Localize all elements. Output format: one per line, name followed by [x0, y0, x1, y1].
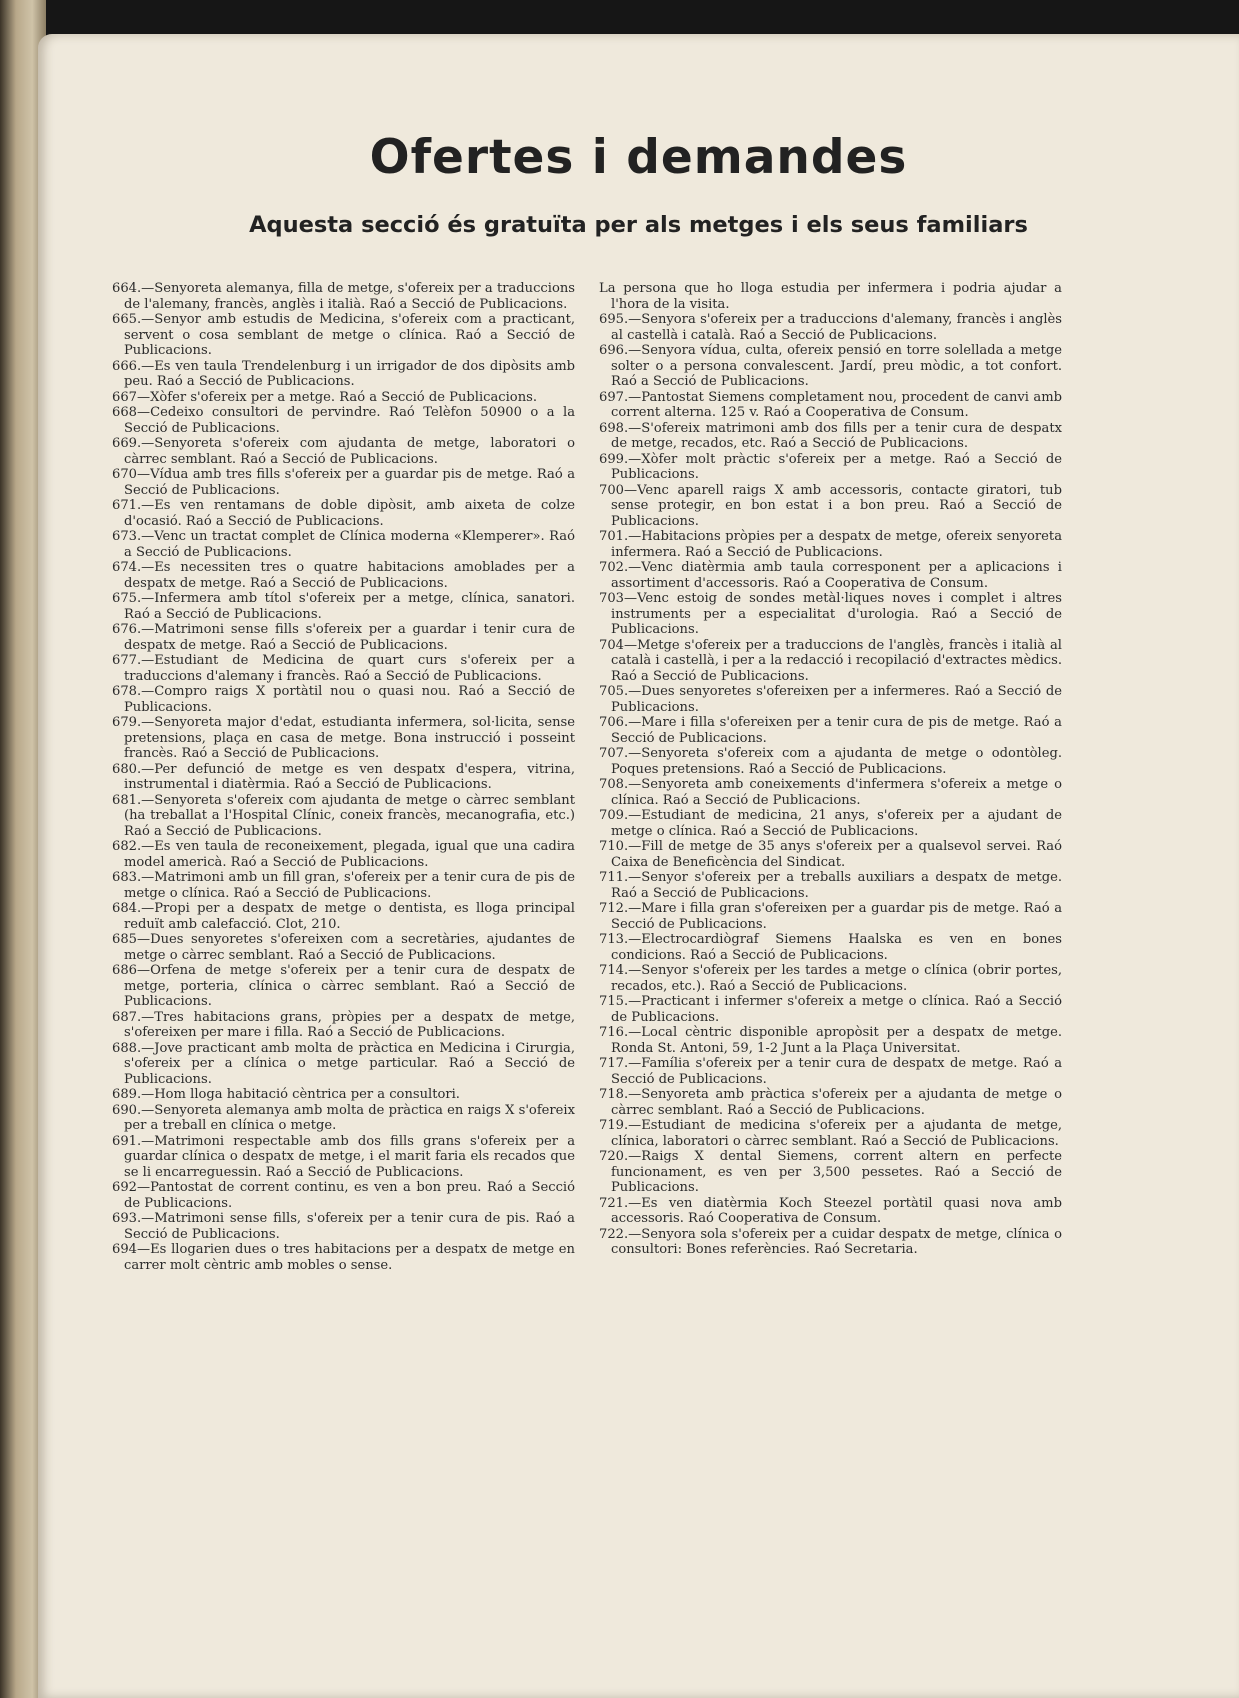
ad-text: —Senyoreta amb pràctica s'ofereix per a ajudanta de metge o càrrec semblant. Raó a Secció de Publicacions. [611, 1087, 1062, 1118]
ad-text: —Estudiant de medicina s'ofereix per a ajudanta de metge, clínica, laboratori o càrrec semblant. Raó a Secció de Publicacions. [611, 1118, 1062, 1149]
page-subtitle: Aquesta secció és gratuïta per als metges i els seus familiars [249, 212, 1028, 238]
ad-number: 722. [599, 1226, 629, 1242]
classified-ad [599, 963, 1062, 994]
ad-number: 671. [112, 498, 142, 513]
ad-text: —Matrimoni sense fills s'ofereix per a guardar i tenir cura de despatx de metge. Raó a Secció de Publicacions. [124, 622, 575, 653]
ad-text: —Senyor s'ofereix per a treballs auxiliars a despatx de metge. Raó a Secció de Publicacions. [611, 870, 1062, 901]
ad-number: 694 [112, 1242, 137, 1257]
classified-ad [112, 312, 575, 359]
classified-ad [112, 762, 575, 793]
classified-ad [599, 839, 1062, 870]
ad-number: 691. [112, 1133, 142, 1149]
ad-number: 665. [112, 312, 142, 327]
ad-text: —Senyoreta alemanya amb molta de pràctica en raigs X s'ofereix per a treball en clínica o metge. [124, 1102, 575, 1133]
classified-ad [112, 467, 575, 498]
ad-text: —Fill de metge de 35 anys s'ofereix per a qualsevol servei. Raó Caixa de Beneficència del Sindicat. [611, 839, 1062, 870]
ad-text: —Habitacions pròpies per a despatx de metge, ofereix senyoreta infermera. Raó a Secció de Publicacions. [611, 529, 1062, 560]
ad-number: 695. [599, 312, 629, 327]
ad-text: —Venc estoig de sondes metàl·liques noves i complet i altres instruments per a especialitat d'urologia. Raó a Secció de Publicacions. [611, 591, 1062, 637]
ad-number: 711. [599, 870, 629, 885]
classified-ad [112, 1211, 575, 1242]
classified-ad [599, 281, 1062, 312]
classified-ad [599, 1025, 1062, 1056]
ad-text: —Orfena de metge s'ofereix per a tenir cura de despatx de metge, porteria, clínica o càrrec semblant. Raó a Secció de Publicacions. [124, 963, 575, 1009]
ad-text: —Matrimoni respectable amb dos fills grans s'ofereix per a guardar clínica o despatx de metge, i el marit faria els recados que se li encarreguessin. Raó a Secció de Publicacions. [124, 1133, 575, 1180]
ad-number: 707. [599, 746, 629, 761]
classified-ad [112, 684, 575, 715]
ad-text: —Es ven taula de reconeixement, plegada, igual que una cadira model americà. Raó a Secció de Publicacions. [124, 839, 575, 870]
document-page [38, 34, 1239, 1698]
ad-text: —Jove practicant amb molta de pràctica en Medicina i Cirurgia, s'ofereix per a clínica o metge particular. Raó a Secció de Publicacions. [124, 1040, 575, 1087]
ad-text: —Venc aparell raigs X amb accessoris, contacte giratori, tub sense protegir, en bon estat i a bon preu. Raó a Secció de Publicacions. [611, 482, 1062, 529]
page-title: Ofertes i demandes [369, 130, 908, 185]
ad-number: 701. [599, 529, 629, 544]
ad-number: 678. [112, 684, 142, 699]
ad-number: 710. [599, 839, 629, 854]
classified-ad [112, 839, 575, 870]
ad-number: 670 [112, 467, 137, 482]
classified-ad [112, 1041, 575, 1088]
ad-number: 708. [599, 777, 629, 792]
ads-column-left [112, 281, 575, 1273]
ad-number: 703 [599, 591, 624, 606]
classified-ad [599, 452, 1062, 483]
classified-ad [599, 560, 1062, 591]
ad-text: La persona que ho lloga estudia per infermera i podria ajudar a l'hora de la visita. [599, 281, 1062, 312]
classified-ad [112, 1242, 575, 1273]
ad-text: —Es necessiten tres o quatre habitacions amoblades per a despatx de metge. Raó a Secció de Publicacions. [124, 560, 575, 591]
ad-number: 714. [599, 963, 629, 978]
classified-ad [599, 746, 1062, 777]
ad-number: 685 [112, 932, 137, 947]
ad-text: —Compro raigs X portàtil nou o quasi nou. Raó a Secció de Publicacions. [124, 684, 575, 715]
ad-text: —Venc diatèrmia amb taula corresponent per a aplicacions i assortiment d'accessoris. Raó a Cooperativa de Consum. [611, 560, 1062, 591]
ad-number: 677. [112, 653, 142, 668]
classified-ad [112, 932, 575, 963]
classified-ad [599, 1118, 1062, 1149]
ad-text: —Dues senyoretes s'ofereixen per a infermeres. Raó a Secció de Publicacions. [611, 684, 1062, 715]
ad-number: 684. [112, 901, 142, 916]
ad-text: —Es ven diatèrmia Koch Steezel portàtil quasi nova amb accessoris. Raó Cooperativa de Consum. [611, 1195, 1062, 1226]
ad-number: 721. [599, 1195, 629, 1211]
ad-number: 680. [112, 761, 142, 777]
ad-text: —Mare i filla s'ofereixen per a tenir cura de pis de metge. Raó a Secció de Publicacions. [611, 715, 1062, 746]
ad-text: —Propi per a despatx de metge o dentista, es lloga principal reduït amb calefacció. Clot, 210. [124, 901, 575, 932]
classified-ad [112, 1010, 575, 1041]
classified-ad [112, 359, 575, 390]
classified-ad [599, 421, 1062, 452]
ad-text: —Pantostat de corrent continu, es ven a bon preu. Raó a Secció de Publicacions. [124, 1180, 575, 1211]
classified-ad [112, 498, 575, 529]
ad-number: 702. [599, 560, 629, 575]
ad-text: —Es ven rentamans de doble dipòsit, amb aixeta de colze d'ocasió. Raó a Secció de Publicacions. [124, 498, 575, 529]
ad-text: —Senyora sola s'ofereix per a cuidar despatx de metge, clínica o consultori: Bones referències. Raó Secretaria. [611, 1226, 1062, 1257]
ad-number: 682. [112, 839, 142, 854]
ad-number: 699. [599, 451, 629, 467]
classified-ad [112, 653, 575, 684]
ad-text: —Metge s'ofereix per a traduccions de l'anglès, francès i italià al català i castellà, i per a la redacció i recopilació d'extractes mèdics. Raó a Secció de Publicacions. [611, 637, 1062, 684]
ad-number: 687. [112, 1009, 142, 1025]
classified-ad [599, 684, 1062, 715]
ad-text: —Senyor s'ofereix per les tardes a metge o clínica (obrir portes, recados, etc.). Raó a Secció de Publicacions. [611, 963, 1062, 994]
ad-text: —Senyoreta s'ofereix com ajudanta de metge, laboratori o càrrec semblant. Raó a Secció de Publicacions. [124, 436, 575, 467]
classified-ad [599, 312, 1062, 343]
ad-number: 713. [599, 932, 629, 947]
ad-number: 709. [599, 808, 629, 823]
ad-number: 715. [599, 994, 629, 1009]
ad-text: —Mare i filla gran s'ofereixen per a guardar pis de metge. Raó a Secció de Publicacions. [611, 901, 1062, 932]
classified-ad [599, 529, 1062, 560]
ad-text: —Família s'ofereix per a tenir cura de despatx de metge. Raó a Secció de Publicacions. [611, 1056, 1062, 1087]
classified-ad [112, 1103, 575, 1134]
classified-ad [599, 591, 1062, 638]
classified-ad [112, 281, 575, 312]
classified-ad [599, 343, 1062, 390]
ad-number: 717. [599, 1056, 629, 1071]
ad-number: 673. [112, 529, 142, 544]
classified-ad [599, 994, 1062, 1025]
ad-number: 692 [112, 1180, 137, 1195]
classified-ad [112, 622, 575, 653]
ad-text: —Electrocardiògraf Siemens Haalska es ven en bones condicions. Raó a Secció de Publicacions. [611, 932, 1062, 963]
ad-number: 697. [599, 389, 629, 405]
ad-text: —Tres habitacions grans, pròpies per a despatx de metge, s'ofereixen per mare i filla. Raó a Secció de Publicacions. [124, 1009, 575, 1040]
classified-ad [599, 715, 1062, 746]
ad-number: 664. [112, 281, 142, 296]
ad-text: —Senyora vídua, culta, ofereix pensió en torre solellada a metge solter o a persona convalescent. Jardí, preu mòdic, a tot confort. Raó a Secció de Publicacions. [611, 343, 1062, 389]
classified-ad [599, 777, 1062, 808]
classified-ad [112, 1134, 575, 1181]
ad-number: 705. [599, 684, 629, 699]
ad-text: —Local cèntric disponible apropòsit per a despatx de metge. Ronda St. Antoni, 59, 1-2 Junt a la Plaça Universitat. [611, 1025, 1062, 1056]
ad-number: 666. [112, 358, 142, 374]
ad-text: —Dues senyoretes s'ofereixen com a secretàries, ajudantes de metge o càrrec semblant. Raó a Secció de Publicacions. [124, 932, 575, 963]
ad-number: 696. [599, 343, 629, 358]
classified-ad [599, 1149, 1062, 1196]
ad-text: —Senyor amb estudis de Medicina, s'ofereix com a practicant, servent o cosa semblant de metge o clínica. Raó a Secció de Publicacions. [124, 312, 575, 358]
ad-number: 689. [112, 1087, 142, 1102]
classified-ad [112, 1087, 575, 1103]
classified-ad [599, 390, 1062, 421]
classified-ad [112, 793, 575, 840]
classified-ad [112, 901, 575, 932]
ad-number: 693. [112, 1211, 142, 1226]
ad-text: —Cedeixo consultori de pervindre. Raó Telèfon 50900 o a la Secció de Publicacions. [124, 405, 575, 436]
classified-ad [599, 1056, 1062, 1087]
ad-text: —Xòfer molt pràctic s'ofereix per a metge. Raó a Secció de Publicacions. [611, 451, 1062, 482]
ad-text: —Senyoreta major d'edat, estudianta infermera, sol·licita, sense pretensions, plaça en casa de metge. Bona instrucció i posseint francès. Raó a Secció de Publicacions. [124, 715, 575, 761]
ad-number: 675. [112, 591, 142, 606]
ad-text: —Matrimoni sense fills, s'ofereix per a tenir cura de pis. Raó a Secció de Publicacions. [124, 1211, 575, 1242]
ad-text: —Es ven taula Trendelenburg i un irrigador de dos dipòsits amb peu. Raó a Secció de Publicacions. [124, 358, 575, 389]
classified-ad [112, 1180, 575, 1211]
ad-number: 668 [112, 405, 137, 420]
ad-text: —Pantostat Siemens completament nou, procedent de canvi amb corrent alterna. 125 v. Raó a Cooperativa de Consum. [611, 389, 1062, 420]
ad-number: 706. [599, 715, 629, 730]
ad-text: —Infermera amb títol s'ofereix per a metge, clínica, sanatori. Raó a Secció de Publicacions. [124, 591, 575, 622]
classified-ad [599, 808, 1062, 839]
ad-number: 688. [112, 1040, 142, 1056]
ad-number: 686 [112, 963, 137, 978]
ad-text: —Es llogarien dues o tres habitacions per a despatx de metge en carrer molt cèntric amb mobles o sense. [124, 1242, 575, 1273]
ad-number: 718. [599, 1087, 629, 1102]
ad-text: —Xòfer s'ofereix per a metge. Raó a Secció de Publicacions. [137, 389, 538, 405]
ad-text: —Senyora s'ofereix per a traduccions d'alemany, francès i anglès al castellà i català. Raó a Secció de Publicacions. [611, 312, 1062, 343]
ad-text: —Raigs X dental Siemens, corrent altern en perfecte funcionament, es ven per 3,500 pessetes. Raó a Secció de Publicacions. [611, 1149, 1062, 1195]
classified-ad [112, 390, 575, 406]
ad-number: 712. [599, 901, 629, 916]
ad-text: —Matrimoni amb un fill gran, s'ofereix per a tenir cura de pis de metge o clínica. Raó a Secció de Publicacions. [124, 870, 575, 901]
classified-ad [599, 1196, 1062, 1227]
ad-number: 667 [112, 389, 137, 405]
classified-ad [112, 870, 575, 901]
classified-ad [599, 932, 1062, 963]
classified-ad [112, 560, 575, 591]
classified-ad [599, 638, 1062, 685]
ad-text: —Venc un tractat complet de Clínica moderna «Klemperer». Raó a Secció de Publicacions. [124, 529, 575, 560]
ad-text: —Practicant i infermer s'ofereix a metge o clínica. Raó a Secció de Publicacions. [611, 994, 1062, 1025]
ad-number: 690. [112, 1102, 142, 1118]
classified-ad [112, 715, 575, 762]
ad-number: 719. [599, 1118, 629, 1133]
ad-text: —Per defunció de metge es ven despatx d'espera, vitrina, instrumental i diatèrmia. Raó a Secció de Publicacions. [124, 761, 575, 792]
classified-ad [112, 529, 575, 560]
ad-number: 679. [112, 715, 142, 730]
ad-number: 683. [112, 870, 142, 885]
ad-text: —Vídua amb tres fills s'ofereix per a guardar pis de metge. Raó a Secció de Publicacions. [124, 467, 575, 498]
ad-number: 669. [112, 436, 142, 451]
ad-number: 716. [599, 1025, 629, 1040]
ad-text: —Senyoreta alemanya, filla de metge, s'ofereix per a traduccions de l'alemany, francès, anglès i italià. Raó a Secció de Publicacions. [124, 281, 575, 312]
ad-text: —Senyoreta s'ofereix com a ajudanta de metge o odontòleg. Poques pretensions. Raó a Secció de Publicacions. [611, 746, 1062, 777]
ad-number: 700 [599, 482, 624, 498]
classified-ad [112, 405, 575, 436]
ad-text: —Senyoreta s'ofereix com ajudanta de metge o càrrec semblant (ha treballat a l'Hospital Clínic, coneix francès, mecanografia, etc.) Raó a Secció de Publicacions. [124, 792, 575, 839]
ad-number: 676. [112, 622, 142, 637]
classified-ad [599, 483, 1062, 530]
ad-number: 698. [599, 420, 629, 436]
classified-ad [599, 870, 1062, 901]
classified-ad [599, 901, 1062, 932]
classified-ad [599, 1087, 1062, 1118]
classified-ad [112, 591, 575, 622]
ad-number: 674. [112, 560, 142, 575]
ad-text: —Senyoreta amb coneixements d'infermera s'ofereix a metge o clínica. Raó a Secció de Publicacions. [611, 777, 1062, 808]
classified-ad [112, 963, 575, 1010]
ad-text: —Estudiant de medicina, 21 anys, s'ofereix per a ajudant de metge o clínica. Raó a Secció de Publicacions. [611, 808, 1062, 839]
ad-number: 704 [599, 637, 624, 653]
classified-ad [599, 1227, 1062, 1258]
ad-number: 720. [599, 1149, 629, 1164]
ad-text: —Hom lloga habitació cèntrica per a consultori. [141, 1087, 460, 1102]
ads-column-right [599, 281, 1062, 1258]
classified-ad [112, 436, 575, 467]
ad-number: 681. [112, 792, 142, 808]
ad-text: —Estudiant de Medicina de quart curs s'ofereix per a traduccions d'alemany i francès. Raó a Secció de Publicacions. [124, 653, 575, 684]
ad-text: —S'ofereix matrimoni amb dos fills per a tenir cura de despatx de metge, recados, etc. Raó a Secció de Publicacions. [611, 420, 1062, 451]
